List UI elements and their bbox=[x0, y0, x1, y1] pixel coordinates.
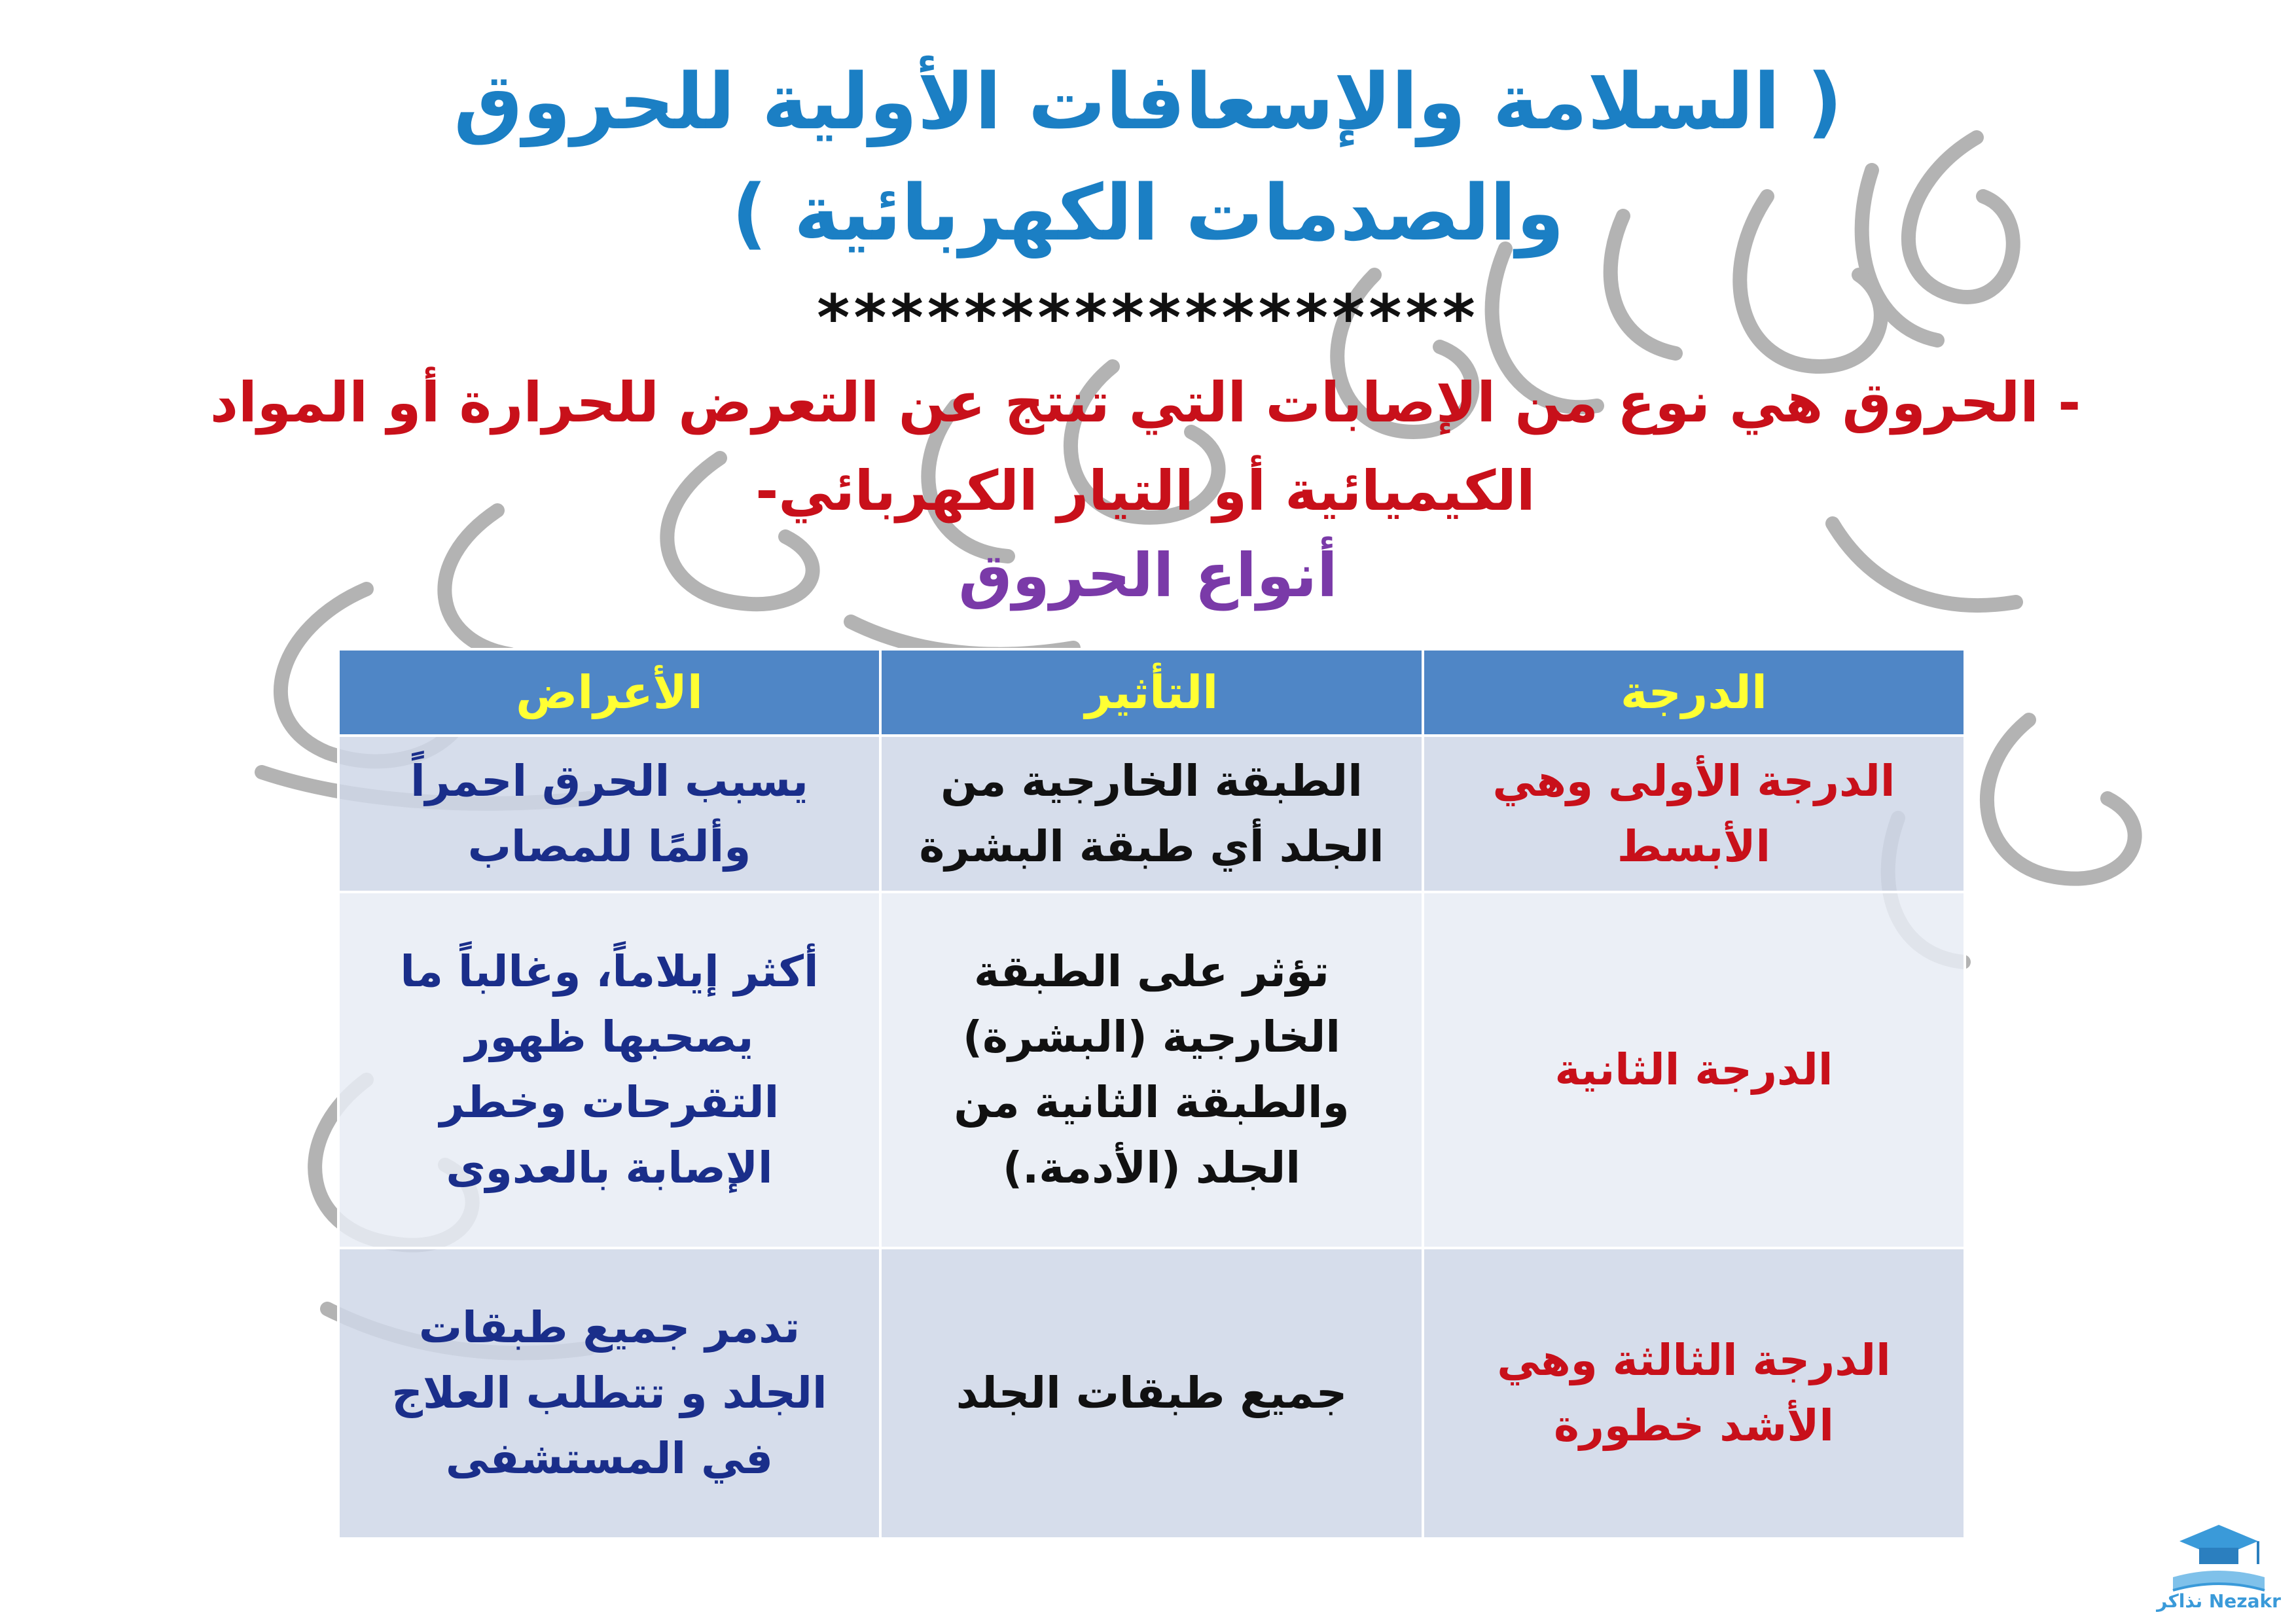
degree-cell: الدرجة الأولى وهي الأبسط bbox=[1423, 736, 1965, 892]
stars-divider: ****************** bbox=[817, 281, 1479, 355]
table-row bbox=[338, 1248, 1965, 1539]
effect-cell: جميع طبقات الجلد bbox=[880, 1248, 1423, 1539]
degree-cell: الدرجة الثانية bbox=[1423, 892, 1965, 1248]
header-symptoms: الأعراض bbox=[338, 649, 880, 736]
effect-cell: تؤثر على الطبقة الخارجية (البشرة) والطبقة الثانية من الجلد (الأدمة.) bbox=[880, 892, 1423, 1248]
logo-text: نذاكر Nezakr bbox=[2157, 1590, 2281, 1612]
symptoms-cell: أكثر إيلاماً، وغالباً ما يصحبها ظهور التقرحات وخطر الإصابة بالعدوى bbox=[338, 892, 880, 1248]
page-title-line-2: والصدمات الكهربائية ) bbox=[732, 168, 1564, 258]
definition-line-2: الكيميائية أو التيار الكهربائي- bbox=[755, 459, 1535, 523]
table-row bbox=[338, 892, 1965, 1248]
header-effect: التأثير bbox=[880, 649, 1423, 736]
burn-types-heading: أنواع الحروق bbox=[958, 541, 1338, 611]
degree-cell: الدرجة الثالثة وهي الأشد خطورة bbox=[1423, 1248, 1965, 1539]
header-degree: الدرجة bbox=[1423, 649, 1965, 736]
page-title-line-1: ( السلامة والإسعافات الأولية للحروق bbox=[454, 56, 1842, 147]
table-header-row bbox=[338, 649, 1965, 736]
effect-cell: الطبقة الخارجية من الجلد أي طبقة البشرة bbox=[880, 736, 1423, 892]
definition-line-1: - الحروق هي نوع من الإصابات التي تنتج عن التعرض للحرارة أو المواد bbox=[209, 370, 2081, 435]
burn-degrees-table bbox=[337, 648, 1966, 1540]
symptoms-cell: تدمر جميع طبقات الجلد و تتطلب العلاج في المستشفى bbox=[338, 1248, 880, 1539]
symptoms-cell: يسبب الحرق احمراً وألمًا للمصاب bbox=[338, 736, 880, 892]
table-row bbox=[338, 736, 1965, 892]
